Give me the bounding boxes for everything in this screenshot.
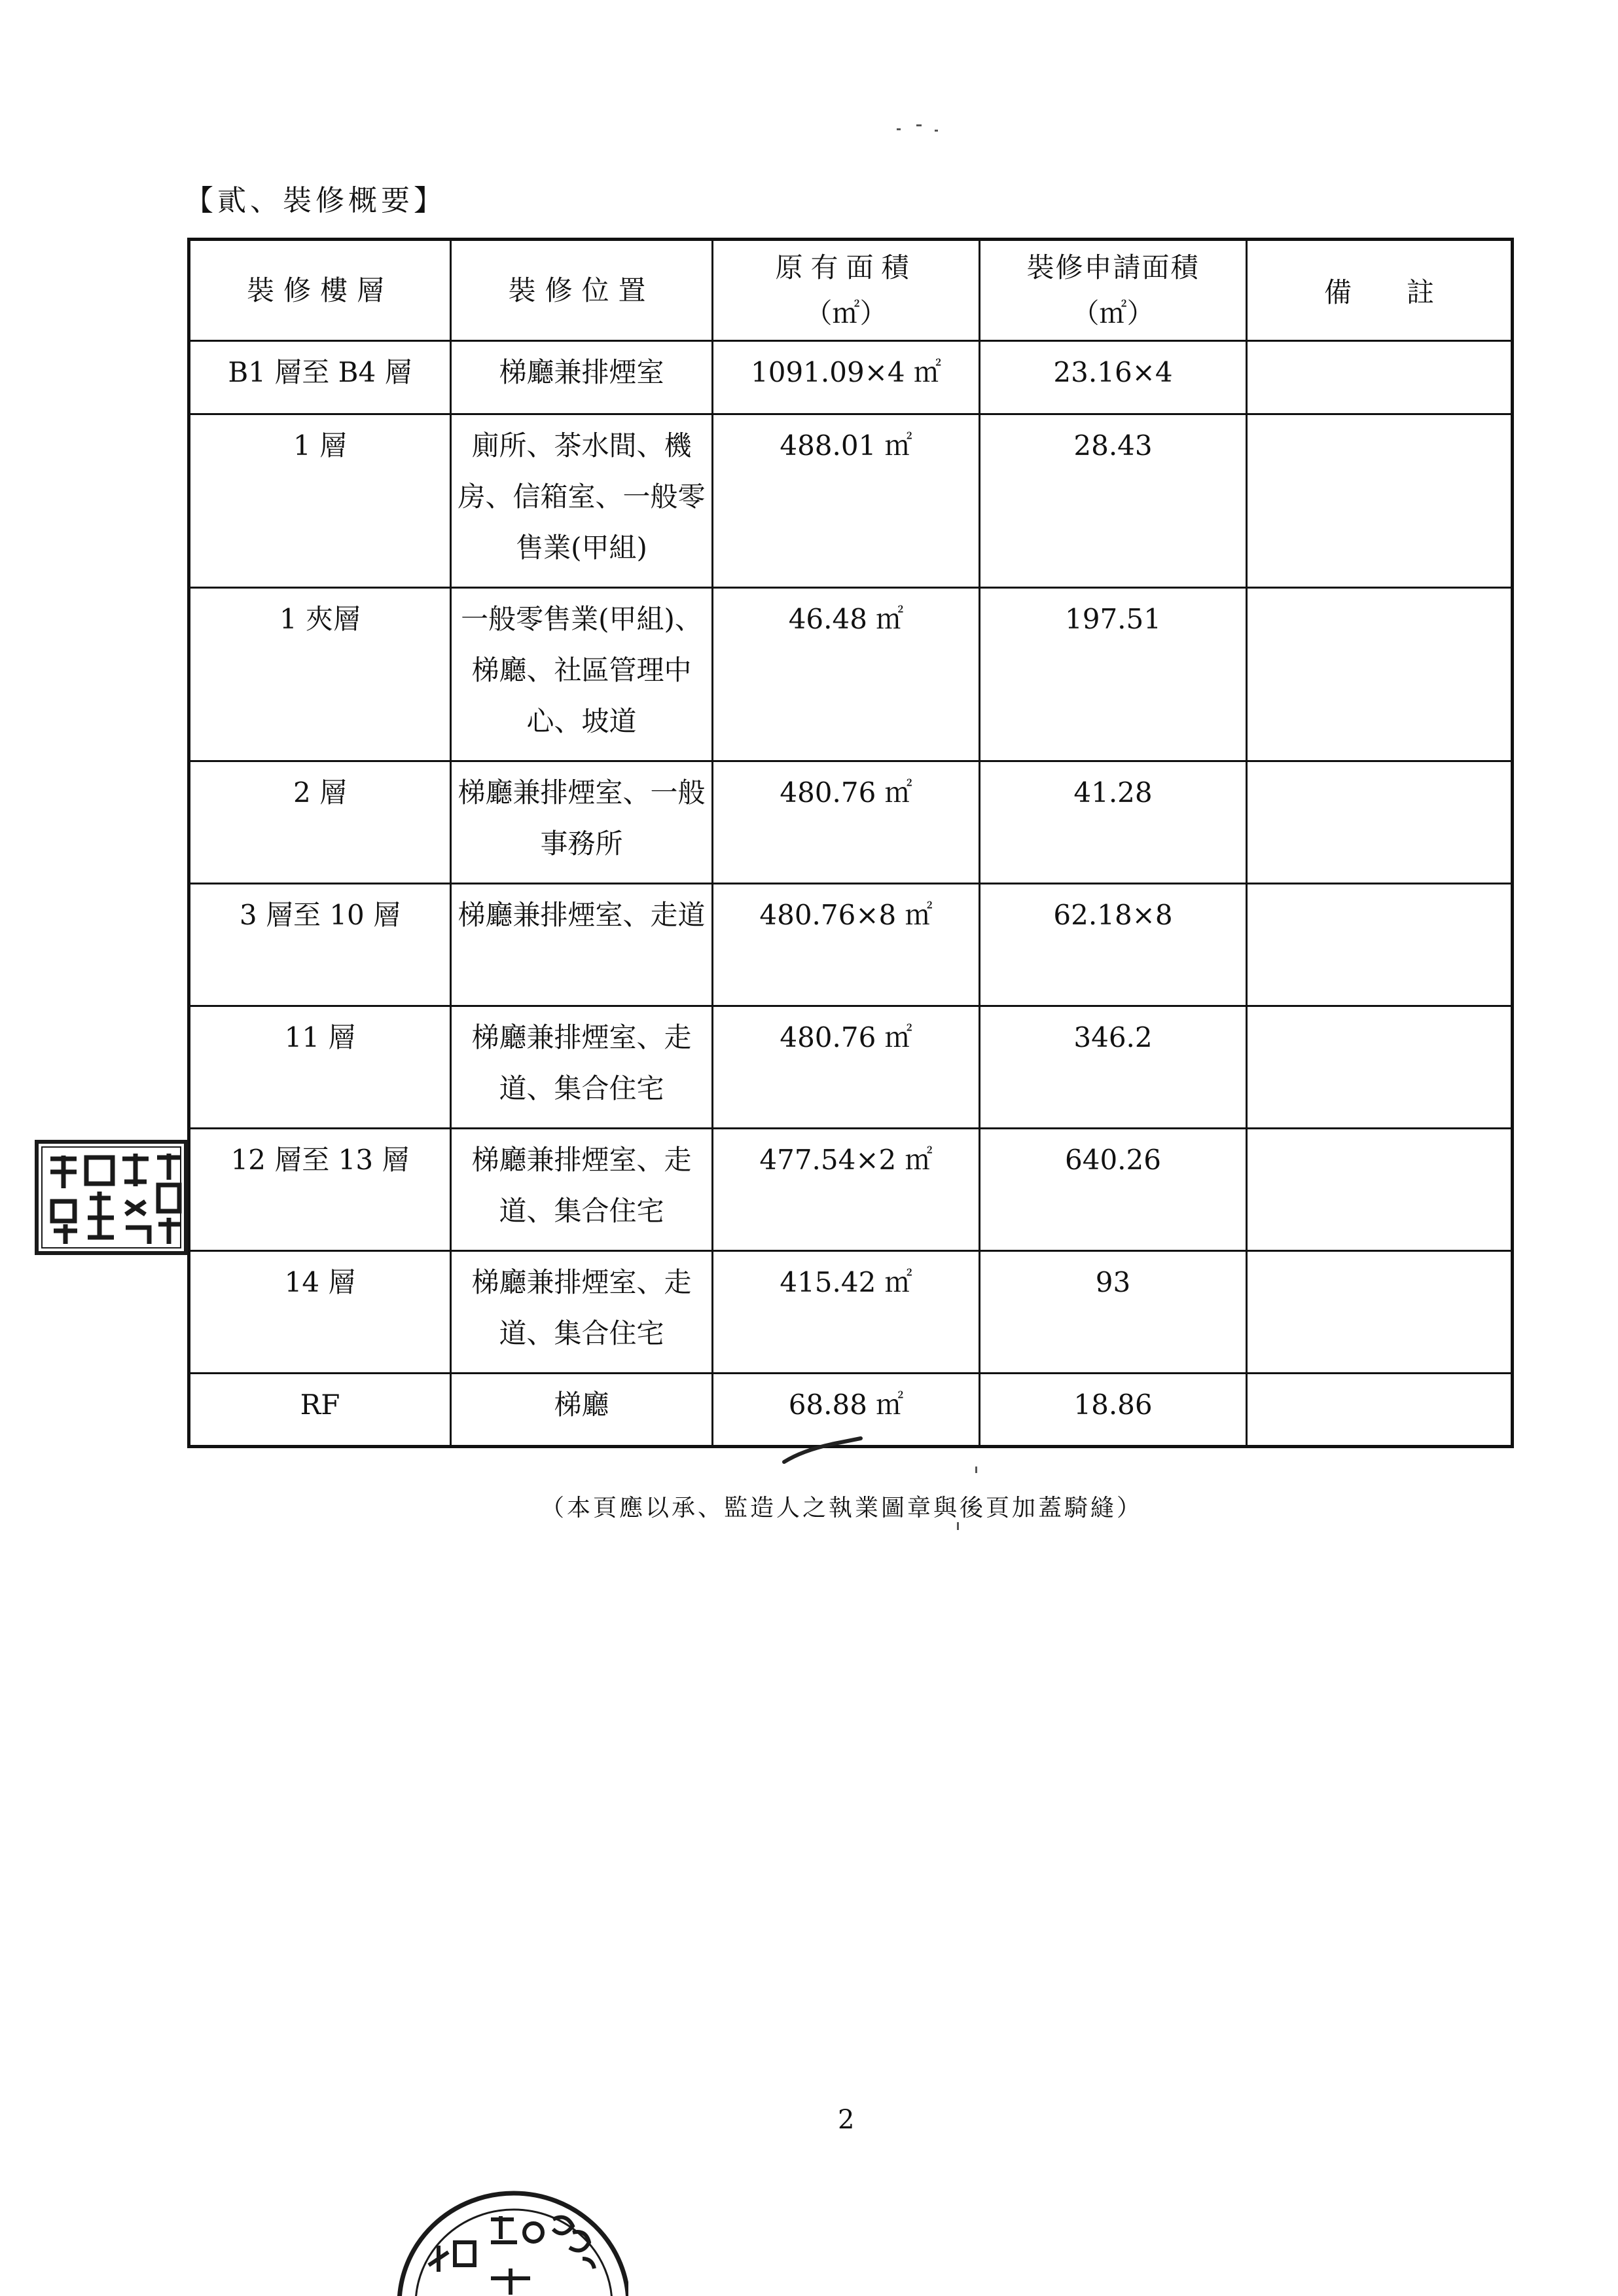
cell-original-area: 46.48 ㎡ (713, 588, 980, 761)
header-floor: 裝修樓層 (189, 240, 451, 341)
cell-original-area: 477.54×2 ㎡ (713, 1129, 980, 1251)
scan-speck (957, 1522, 959, 1530)
header-original-area (713, 240, 980, 341)
cell-original-area: 480.76 ㎡ (713, 761, 980, 884)
header-original-area-unit: （㎡） (804, 297, 888, 329)
cell-applied-area: 28.43 (980, 414, 1247, 588)
cell-original-area: 488.01 ㎡ (713, 414, 980, 588)
cell-location: 廁所、茶水間、機房、信箱室、一般零售業(甲組) (451, 414, 713, 588)
table-row (189, 1129, 1513, 1251)
cell-applied-area: 197.51 (980, 588, 1247, 761)
cell-location: 梯廳兼排煙室、一般事務所 (451, 761, 713, 884)
cell-location: 梯廳兼排煙室、走道、集合住宅 (451, 1251, 713, 1374)
cell-location: 梯廳 (451, 1374, 713, 1447)
cell-floor: RF (189, 1374, 451, 1447)
scan-speck (975, 1467, 977, 1473)
footnote: （本頁應以承、監造人之執業圖章與後頁加蓋騎縫） (541, 1495, 1143, 1522)
round-seal-stamp (393, 2180, 628, 2296)
scan-speck (897, 128, 901, 130)
cell-notes (1247, 1129, 1513, 1251)
table-row (189, 884, 1513, 1006)
header-applied-area (980, 240, 1247, 341)
header-applied-area-unit: （㎡） (1071, 297, 1155, 329)
cell-notes (1247, 761, 1513, 884)
cell-floor: 2 層 (189, 761, 451, 884)
cell-applied-area: 93 (980, 1251, 1247, 1374)
cell-location: 一般零售業(甲組)、梯廳、社區管理中心、坡道 (451, 588, 713, 761)
table-row (189, 341, 1513, 414)
pen-stroke (779, 1430, 871, 1470)
table-row (189, 1251, 1513, 1374)
cell-notes (1247, 1374, 1513, 1447)
scan-speck (916, 124, 922, 126)
renovation-summary-table (187, 238, 1514, 1448)
cell-floor: 1 夾層 (189, 588, 451, 761)
cell-applied-area: 41.28 (980, 761, 1247, 884)
section-title: 【貳、裝修概要】 (185, 184, 446, 217)
cell-notes (1247, 414, 1513, 588)
cell-notes (1247, 1251, 1513, 1374)
header-notes: 備 註 (1247, 240, 1513, 341)
cell-floor: 3 層至 10 層 (189, 884, 451, 1006)
cell-floor: 14 層 (189, 1251, 451, 1374)
table-row (189, 1006, 1513, 1129)
header-applied-area-label: 裝修申請面積 (1026, 251, 1200, 283)
cell-location: 梯廳兼排煙室、走道 (451, 884, 713, 1006)
cell-floor: 1 層 (189, 414, 451, 588)
cell-location: 梯廳兼排煙室、走道、集合住宅 (451, 1006, 713, 1129)
cell-floor: 12 層至 13 層 (189, 1129, 451, 1251)
cell-floor: B1 層至 B4 層 (189, 341, 451, 414)
cell-original-area: 480.76×8 ㎡ (713, 884, 980, 1006)
cell-applied-area: 18.86 (980, 1374, 1247, 1447)
cell-location: 梯廳兼排煙室、走道、集合住宅 (451, 1129, 713, 1251)
page-number: 2 (838, 2105, 855, 2135)
table-header-row (189, 240, 1513, 341)
header-location: 裝修位置 (451, 240, 713, 341)
cell-applied-area: 23.16×4 (980, 341, 1247, 414)
cell-applied-area: 346.2 (980, 1006, 1247, 1129)
table-row (189, 761, 1513, 884)
cell-original-area: 68.88 ㎡ (713, 1374, 980, 1447)
scan-speck (935, 130, 938, 132)
cell-floor: 11 層 (189, 1006, 451, 1129)
cell-notes (1247, 341, 1513, 414)
cell-notes (1247, 588, 1513, 761)
cell-notes (1247, 1006, 1513, 1129)
cell-applied-area: 640.26 (980, 1129, 1247, 1251)
cell-original-area: 415.42 ㎡ (713, 1251, 980, 1374)
table-row (189, 588, 1513, 761)
cell-location: 梯廳兼排煙室 (451, 341, 713, 414)
square-seal-stamp (34, 1139, 189, 1256)
cell-applied-area: 62.18×8 (980, 884, 1247, 1006)
cell-original-area: 480.76 ㎡ (713, 1006, 980, 1129)
table-row (189, 414, 1513, 588)
header-original-area-label: 原有面積 (775, 251, 917, 283)
cell-notes (1247, 884, 1513, 1006)
cell-original-area: 1091.09×4 ㎡ (713, 341, 980, 414)
